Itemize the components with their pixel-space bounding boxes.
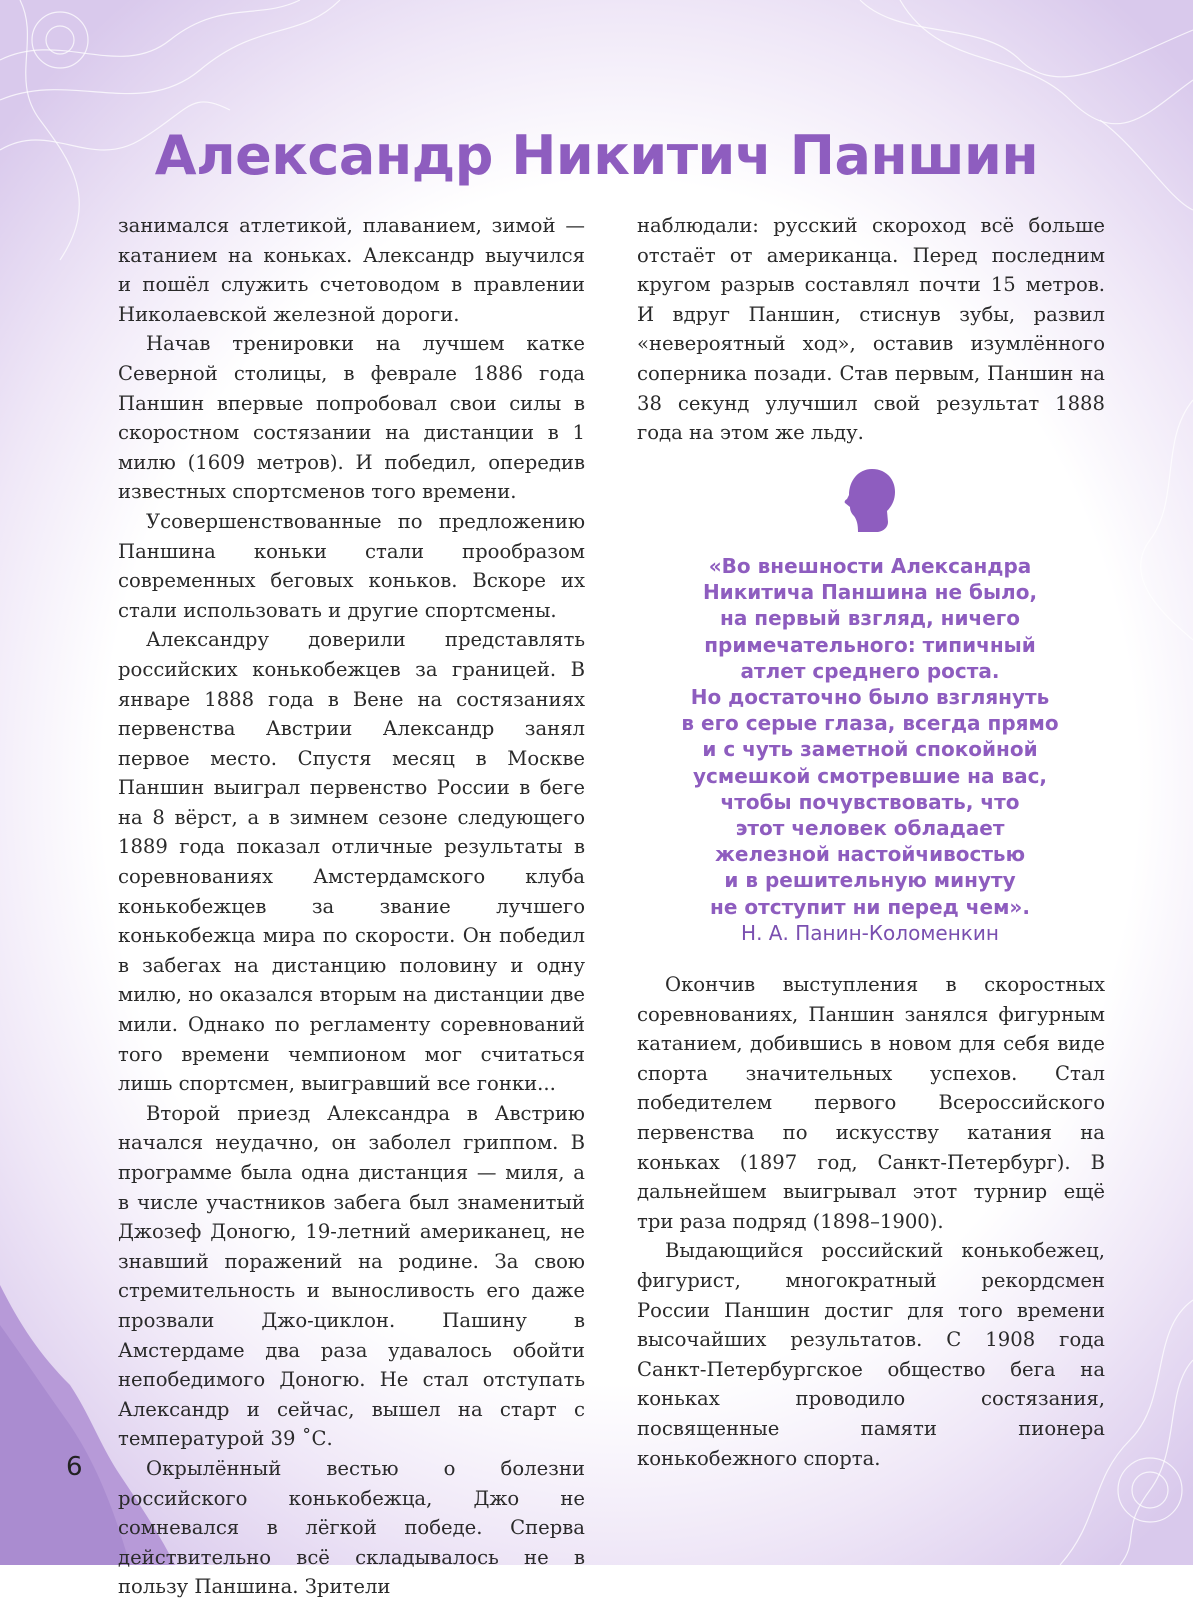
page-number: 6 <box>66 1452 83 1482</box>
quote-line: на первый взгляд, ничего <box>720 606 1020 631</box>
paragraph: Александру доверили представлять российских конькобежцев за границей. В январе 1888 года в Вене на состязаниях первенства Австрии Александр занял первое место. Спустя месяц в Москве Паншин выиграл первенство России в беге на 8 вёрст, а в зимнем сезоне следующего 1889 года показал отличные результаты в соревнованиях Амстердамского клуба конькобежцев за звание лучшего конькобежца мира по скорости. Он победил в забегах на дистанцию половину и одну милю, но оказался вторым на дистанции две мили. Однако по регламенту соревнований того времени чемпионом мог считаться лишь спортсмен, выигравший все гонки... <box>118 628 586 1096</box>
quote-line: «Во внешности Александра <box>708 554 1032 578</box>
page-title: Александр Никитич Паншин <box>154 124 1039 187</box>
quote-line: и с чуть заметной спокойной <box>702 737 1038 762</box>
quote-line: Но достаточно было взглянуть <box>690 685 1050 710</box>
quote-line: и в решительную минуту <box>724 868 1016 893</box>
head-silhouette-icon <box>842 467 898 533</box>
quote-line: этот человек обладает <box>735 816 1005 841</box>
paragraph: Начав тренировки на лучшем катке Северной столицы, в феврале 1886 года Паншин впервые попробовал свои силы в скоростном состязании на дистанции в 1 милю (1609 метров). И победил, опередив известных спортсменов того времени. <box>118 332 585 504</box>
paragraph: Окрылённый вестью о болезни российского конькобежца, Джо не сомневался в лёгкой победе. Сперва действительно всё складывалось не в пользу Паншина. Зрители <box>118 1456 585 1599</box>
paragraph: Второй приезд Александра в Австрию начался неудачно, он заболел гриппом. В программе была одна дистанция — миля, а в числе участников забега был знаменитый Джозеф Доногю, 19-летний американец, не знавший поражений на родине. За свою стремительность и выносливость его даже прозвали Джо-циклон. Пашину в Амстердаме два раза удавалось обойти непобедимого Доногю. Не стал отступать Александр и сейчас, вышел на старт с температурой 39 ˚С. <box>118 1101 585 1451</box>
quote-line: атлет среднего роста. <box>740 658 1000 683</box>
right-column-bottom <box>637 970 1105 1473</box>
quote-author: Н. А. Панин-Коломенкин <box>741 920 999 945</box>
quote-line: чтобы почувствовать, что <box>720 789 1020 814</box>
quote-line: Никитича Паншина не было, <box>702 580 1038 605</box>
quote-line: примечательного: типичный <box>704 632 1036 657</box>
quote-line: не отступит ни перед чем». <box>710 894 1030 919</box>
left-column <box>118 211 585 1602</box>
paragraph: наблюдали: русский скороход всё больше отстаёт от американца. Перед последним кругом разрыв составлял почти 15 метров. И вдруг Паншин, стиснув зубы, развил «невероятный ход», оставив изумлённого соперника позади. Став первым, Паншин на 38 секунд улучшил свой результат 1888 года на этом же льду. <box>637 214 1105 445</box>
quote-block <box>620 553 1120 946</box>
paragraph: Усовершенствованные по предложению Паншина коньки стали прообразом современных беговых коньков. Вскоре их стали использовать и другие спортсмены. <box>118 509 585 622</box>
paragraph: занимался атлетикой, плаванием, зимой — катанием на коньках. Александр выучился и пошёл служить счетоводом в правлении Николаевской железной дороги. <box>118 214 585 326</box>
quote-line: железной настойчивостью <box>714 842 1026 867</box>
paragraph: Окончив выступления в скоростных соревнованиях, Паншин занялся фигурным катанием, добившись в новом для себя виде спорта значительных успехов. Стал победителем первого Всероссийского первенства по искусству катания на коньках (1897 год, Санкт-Петербург). В дальнейшем выигрывал этот турнир ещё три раза подряд (1898–1900). <box>637 973 1105 1233</box>
paragraph: Выдающийся российский конькобежец, фигурист, многократный рекордсмен России Паншин достиг для того времени высочайших результатов. С 1908 года Санкт-Петербургское общество бега на коньках проводило состязания, посвященные памяти пионера конькобежного спорта. <box>637 1239 1105 1470</box>
quote-line: усмешкой смотревшие на вас, <box>692 763 1048 788</box>
right-column-top <box>637 211 1105 448</box>
quote-line: в его серые глаза, всегда прямо <box>681 711 1059 736</box>
